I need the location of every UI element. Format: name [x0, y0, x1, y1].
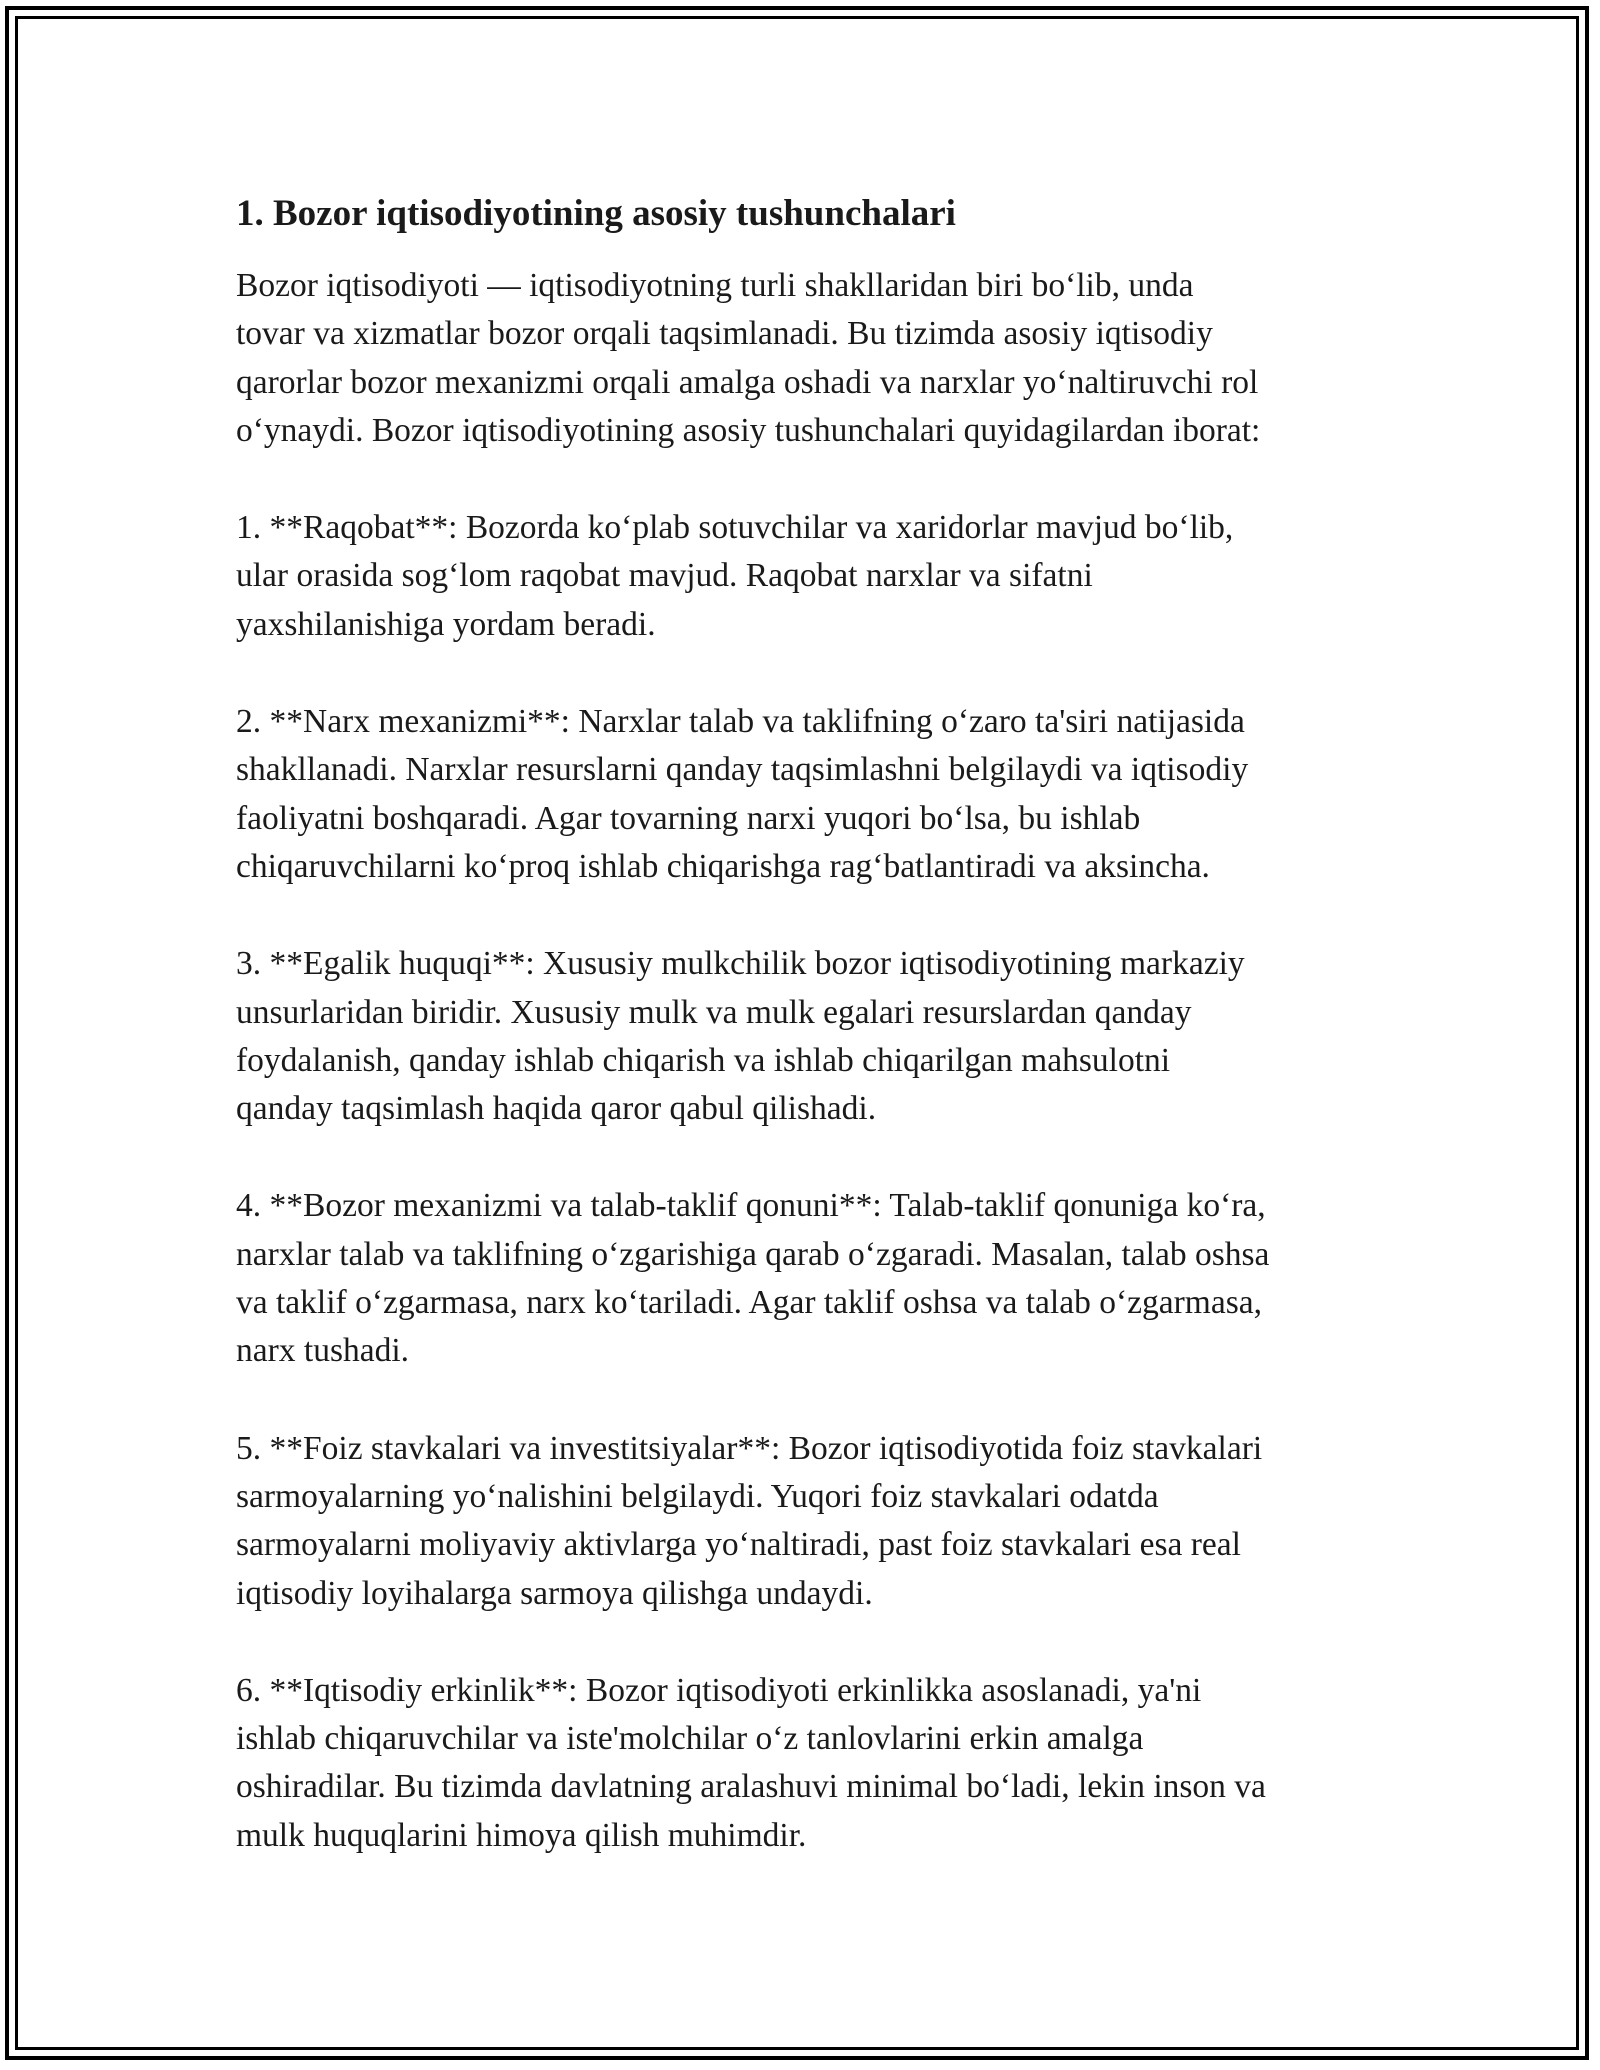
list-item-foiz-stavkalari: 5. **Foiz stavkalari va investitsiyalar**: Bozor iqtisodiyotida foiz stavkalari sarmoyalarning yo‘nalishini belgilaydi. Yuqori foiz stavkalari odatda sarmoyalarni moliyaviy aktivlarga yo‘naltiradi, past foiz stavkalari esa real iqtisodiy loyihalarga sarmoya qilishga undaydi. — [236, 1429, 1263, 1612]
list-item-iqtisodiy-erkinlik: 6. **Iqtisodiy erkinlik**: Bozor iqtisodiyoti erkinlikka asoslanadi, ya'ni ishlab chiqaruvchilar va iste'molchilar o‘z tanlovlarini erkin amalga oshiradilar. Bu tizimda davlatning aralashuvi minimal bo‘ladi, lekin inson va mulk huquqlarini himoya qilish muhimdir. — [236, 1671, 1266, 1854]
intro-paragraph: Bozor iqtisodiyoti — iqtisodiyotning turli shakllaridan biri bo‘lib, unda tovar va xizmatlar bozor orqali taqsimlanadi. Bu tizimda asosiy iqtisodiy qarorlar bozor mexanizmi orqali amalga oshadi va narxlar yo‘naltiruvchi rol o‘ynaydi. Bozor iqtisodiyotining asosiy tushunchalari quyidagilardan iborat: — [236, 267, 1261, 449]
list-item-narx-mexanizmi: 2. **Narx mexanizmi**: Narxlar talab va taklifning o‘zaro ta'siri natijasida shakllanadi. Narxlar resurslarni qanday taqsimlashni belgilaydi va iqtisodiy faoliyatni boshqaradi. Agar tovarning narxi yuqori bo‘lsa, bu ishlab chiqaruvchilarni ko‘proq ishlab chiqarishga rag‘batlantiradi va aksincha. — [236, 703, 1249, 885]
document-title: 1. Bozor iqtisodiyotining asosiy tushunchalari — [236, 193, 956, 234]
list-item-raqobat: 1. **Raqobat**: Bozorda ko‘plab sotuvchilar va xaridorlar mavjud bo‘lib, ular orasida sog‘lom raqobat mavjud. Raqobat narxlar va sifatni yaxshilanishiga yordam beradi. — [236, 509, 1234, 643]
list-item-egalik-huquqi: 3. **Egalik huquqi**: Xususiy mulkchilik bozor iqtisodiyotining markaziy unsurlaridan biridir. Xususiy mulk va mulk egalari resurslardan qanday foydalanish, qanday ishlab chiqarish va ishlab chiqarilgan mahsulotni qanday taqsimlash haqida qaror qabul qilishadi. — [236, 945, 1245, 1128]
list-item-talab-taklif: 4. **Bozor mexanizmi va talab-taklif qonuni**: Talab-taklif qonuniga ko‘ra, narxlar talab va taklifning o‘zgarishiga qarab o‘zgaradi. Masalan, talab oshsa va taklif o‘zgarmasa, narx ko‘tariladi. Agar taklif oshsa va talab o‘zgarmasa, narx tushadi. — [236, 1187, 1270, 1370]
document-body — [236, 188, 1376, 1909]
